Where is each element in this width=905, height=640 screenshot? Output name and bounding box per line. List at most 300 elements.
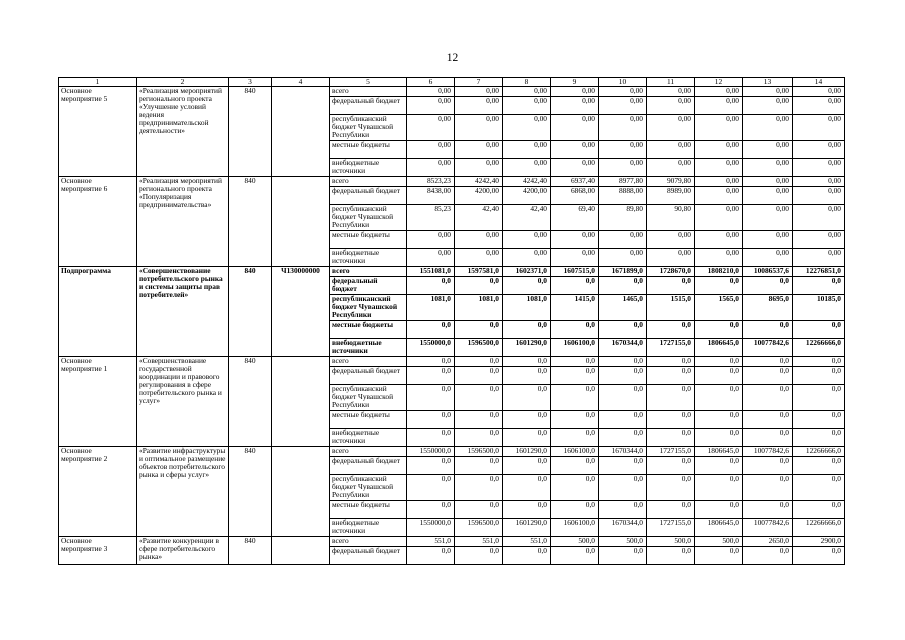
amount-cell: 1606100,0 bbox=[551, 447, 599, 457]
funding-source: федеральный бюджет bbox=[330, 367, 407, 385]
amount-cell: 0,0 bbox=[599, 457, 647, 475]
header-row bbox=[59, 78, 845, 87]
amount-cell: 0,0 bbox=[599, 367, 647, 385]
amount-cell: 0,0 bbox=[743, 411, 793, 429]
header-cell: 12 bbox=[695, 78, 743, 87]
event-name: «Развитие инфраструктуры и оптимальное размещение объектов потребительского рынка и сферы услуг» bbox=[137, 447, 229, 537]
funding-source: федеральный бюджет bbox=[330, 187, 407, 205]
amount-cell: 0,0 bbox=[743, 321, 793, 339]
amount-cell: 10185,0 bbox=[793, 295, 845, 321]
amount-cell: 0,00 bbox=[695, 177, 743, 187]
amount-cell: 0,0 bbox=[793, 277, 845, 295]
amount-cell: 0,00 bbox=[695, 141, 743, 159]
funding-source: всего bbox=[330, 537, 407, 547]
amount-cell: 551,0 bbox=[455, 537, 503, 547]
amount-cell: 0,0 bbox=[647, 277, 695, 295]
header-cell: 14 bbox=[793, 78, 845, 87]
amount-cell: 0,0 bbox=[599, 385, 647, 411]
csr-code bbox=[272, 447, 330, 537]
amount-cell: 8888,00 bbox=[599, 187, 647, 205]
amount-cell: 0,0 bbox=[455, 457, 503, 475]
amount-cell: 0,0 bbox=[695, 321, 743, 339]
amount-cell: 0,0 bbox=[647, 475, 695, 501]
amount-cell: 0,00 bbox=[793, 115, 845, 141]
amount-cell: 500,0 bbox=[647, 537, 695, 547]
amount-cell: 12266666,0 bbox=[793, 447, 845, 457]
funding-source: внебюджетные источники bbox=[330, 429, 407, 447]
amount-cell: 0,0 bbox=[743, 457, 793, 475]
amount-cell: 0,00 bbox=[695, 205, 743, 231]
amount-cell: 0,0 bbox=[743, 367, 793, 385]
amount-cell: 0,00 bbox=[599, 87, 647, 97]
event-name: «Совершенствование потребительского рынка и системы защиты прав потребителей» bbox=[137, 267, 229, 357]
amount-cell: 1806645,0 bbox=[695, 339, 743, 357]
amount-cell: 0,00 bbox=[503, 231, 551, 249]
amount-cell: 0,00 bbox=[599, 97, 647, 115]
amount-cell: 0,00 bbox=[551, 97, 599, 115]
amount-cell: 8438,00 bbox=[407, 187, 455, 205]
amount-cell: 0,00 bbox=[503, 141, 551, 159]
amount-cell: 0,0 bbox=[793, 411, 845, 429]
amount-cell: 12276851,0 bbox=[793, 267, 845, 277]
amount-cell: 0,0 bbox=[695, 277, 743, 295]
amount-cell: 0,0 bbox=[695, 429, 743, 447]
amount-cell: 0,0 bbox=[647, 321, 695, 339]
amount-cell: 0,0 bbox=[455, 367, 503, 385]
amount-cell: 10086537,6 bbox=[743, 267, 793, 277]
amount-cell: 4242,40 bbox=[503, 177, 551, 187]
grbs-code: 840 bbox=[229, 177, 272, 267]
amount-cell: 0,0 bbox=[793, 321, 845, 339]
header-cell: 7 bbox=[455, 78, 503, 87]
amount-cell: 0,0 bbox=[503, 457, 551, 475]
amount-cell: 1606100,0 bbox=[551, 519, 599, 537]
csr-code bbox=[272, 537, 330, 565]
amount-cell: 10077842,6 bbox=[743, 447, 793, 457]
amount-cell: 0,0 bbox=[599, 547, 647, 565]
amount-cell: 0,00 bbox=[793, 141, 845, 159]
amount-cell: 0,0 bbox=[551, 429, 599, 447]
amount-cell: 551,0 bbox=[503, 537, 551, 547]
funding-source: республиканский бюджет Чувашской Республики bbox=[330, 385, 407, 411]
amount-cell: 1727155,0 bbox=[647, 519, 695, 537]
amount-cell: 0,00 bbox=[455, 115, 503, 141]
amount-cell: 1601290,0 bbox=[503, 519, 551, 537]
amount-cell: 0,0 bbox=[455, 547, 503, 565]
header-cell: 6 bbox=[407, 78, 455, 87]
funding-source: всего bbox=[330, 177, 407, 187]
amount-cell: 0,00 bbox=[793, 97, 845, 115]
amount-cell: 0,0 bbox=[551, 321, 599, 339]
header-cell: 11 bbox=[647, 78, 695, 87]
amount-cell: 0,00 bbox=[743, 159, 793, 177]
amount-cell: 0,0 bbox=[551, 457, 599, 475]
amount-cell: 0,0 bbox=[793, 501, 845, 519]
funding-source: местные бюджеты bbox=[330, 141, 407, 159]
amount-cell: 8989,00 bbox=[647, 187, 695, 205]
amount-cell: 0,0 bbox=[793, 429, 845, 447]
amount-cell: 0,00 bbox=[455, 141, 503, 159]
amount-cell: 0,00 bbox=[599, 249, 647, 267]
amount-cell: 0,00 bbox=[407, 87, 455, 97]
grbs-code: 840 bbox=[229, 87, 272, 177]
amount-cell: 0,00 bbox=[695, 159, 743, 177]
amount-cell: 10077842,6 bbox=[743, 519, 793, 537]
amount-cell: 0,0 bbox=[647, 429, 695, 447]
amount-cell: 1670344,0 bbox=[599, 519, 647, 537]
amount-cell: 0,0 bbox=[743, 357, 793, 367]
amount-cell: 0,00 bbox=[407, 97, 455, 115]
amount-cell: 1596500,0 bbox=[455, 447, 503, 457]
amount-cell: 0,00 bbox=[551, 231, 599, 249]
amount-cell: 0,0 bbox=[647, 367, 695, 385]
amount-cell: 9079,80 bbox=[647, 177, 695, 187]
header-cell: 9 bbox=[551, 78, 599, 87]
amount-cell: 1081,0 bbox=[503, 295, 551, 321]
amount-cell: 0,0 bbox=[407, 547, 455, 565]
funding-source: федеральный бюджет bbox=[330, 277, 407, 295]
amount-cell: 1727155,0 bbox=[647, 447, 695, 457]
amount-cell: 1606100,0 bbox=[551, 339, 599, 357]
amount-cell: 0,00 bbox=[407, 231, 455, 249]
amount-cell: 0,00 bbox=[455, 249, 503, 267]
header-cell: 10 bbox=[599, 78, 647, 87]
amount-cell: 89,80 bbox=[599, 205, 647, 231]
amount-cell: 0,0 bbox=[793, 367, 845, 385]
amount-cell: 0,0 bbox=[743, 475, 793, 501]
grbs-code: 840 bbox=[229, 447, 272, 537]
amount-cell: 1728670,0 bbox=[647, 267, 695, 277]
grbs-code: 840 bbox=[229, 537, 272, 565]
amount-cell: 0,00 bbox=[503, 115, 551, 141]
funding-source: федеральный бюджет bbox=[330, 547, 407, 565]
amount-cell: 0,0 bbox=[599, 429, 647, 447]
header-cell: 4 bbox=[272, 78, 330, 87]
amount-cell: 0,0 bbox=[407, 367, 455, 385]
amount-cell: 0,0 bbox=[743, 429, 793, 447]
amount-cell: 2900,0 bbox=[793, 537, 845, 547]
funding-source: внебюджетные источники bbox=[330, 159, 407, 177]
amount-cell: 1806645,0 bbox=[695, 447, 743, 457]
csr-code bbox=[272, 177, 330, 267]
amount-cell: 0,00 bbox=[503, 249, 551, 267]
header-cell: 2 bbox=[137, 78, 229, 87]
amount-cell: 0,0 bbox=[695, 385, 743, 411]
amount-cell: 1671899,0 bbox=[599, 267, 647, 277]
amount-cell: 0,00 bbox=[695, 115, 743, 141]
amount-cell: 0,0 bbox=[695, 357, 743, 367]
amount-cell: 0,00 bbox=[793, 87, 845, 97]
amount-cell: 0,0 bbox=[599, 501, 647, 519]
amount-cell: 0,0 bbox=[455, 321, 503, 339]
amount-cell: 0,0 bbox=[551, 475, 599, 501]
funding-source: федеральный бюджет bbox=[330, 97, 407, 115]
grbs-code: 840 bbox=[229, 357, 272, 447]
amount-cell: 0,00 bbox=[455, 97, 503, 115]
amount-cell: 0,00 bbox=[551, 87, 599, 97]
amount-cell: 0,00 bbox=[695, 249, 743, 267]
amount-cell: 0,00 bbox=[743, 177, 793, 187]
funding-source: всего bbox=[330, 267, 407, 277]
funding-source: внебюджетные источники bbox=[330, 249, 407, 267]
amount-cell: 85,23 bbox=[407, 205, 455, 231]
amount-cell: 1550000,0 bbox=[407, 519, 455, 537]
event-name: «Совершенствование государственной координации и правового регулирования в сфере потребительского рынка и услуг» bbox=[137, 357, 229, 447]
amount-cell: 0,0 bbox=[503, 277, 551, 295]
amount-cell: 0,0 bbox=[599, 357, 647, 367]
amount-cell: 1081,0 bbox=[455, 295, 503, 321]
table-row bbox=[59, 357, 845, 367]
amount-cell: 500,0 bbox=[551, 537, 599, 547]
amount-cell: 0,0 bbox=[793, 385, 845, 411]
amount-cell: 0,0 bbox=[551, 547, 599, 565]
event-label: Основное мероприятие 5 bbox=[59, 87, 137, 177]
amount-cell: 0,00 bbox=[647, 159, 695, 177]
table-row bbox=[59, 87, 845, 97]
amount-cell: 0,0 bbox=[599, 475, 647, 501]
amount-cell: 0,00 bbox=[407, 159, 455, 177]
amount-cell: 1601290,0 bbox=[503, 447, 551, 457]
amount-cell: 0,0 bbox=[743, 547, 793, 565]
table-row bbox=[59, 537, 845, 547]
table-body bbox=[59, 78, 845, 565]
funding-source: республиканский бюджет Чувашской Республики bbox=[330, 295, 407, 321]
amount-cell: 0,00 bbox=[647, 231, 695, 249]
amount-cell: 0,0 bbox=[407, 501, 455, 519]
amount-cell: 0,0 bbox=[503, 429, 551, 447]
amount-cell: 0,0 bbox=[551, 385, 599, 411]
amount-cell: 0,00 bbox=[743, 249, 793, 267]
funding-source: внебюджетные источники bbox=[330, 339, 407, 357]
amount-cell: 0,0 bbox=[551, 501, 599, 519]
amount-cell: 0,00 bbox=[407, 115, 455, 141]
amount-cell: 0,00 bbox=[793, 159, 845, 177]
amount-cell: 500,0 bbox=[599, 537, 647, 547]
csr-code: Ч130000000 bbox=[272, 267, 330, 357]
amount-cell: 0,0 bbox=[647, 457, 695, 475]
event-name: «Развитие конкуренции в сфере потребительского рынка» bbox=[137, 537, 229, 565]
amount-cell: 0,0 bbox=[743, 501, 793, 519]
amount-cell: 1081,0 bbox=[407, 295, 455, 321]
event-name: «Реализация мероприятий регионального проекта «Популяризация предпринимательства» bbox=[137, 177, 229, 267]
amount-cell: 69,40 bbox=[551, 205, 599, 231]
amount-cell: 0,0 bbox=[455, 501, 503, 519]
amount-cell: 0,00 bbox=[743, 205, 793, 231]
amount-cell: 1550000,0 bbox=[407, 447, 455, 457]
amount-cell: 0,0 bbox=[647, 501, 695, 519]
amount-cell: 0,00 bbox=[551, 141, 599, 159]
amount-cell: 0,00 bbox=[599, 231, 647, 249]
amount-cell: 8977,80 bbox=[599, 177, 647, 187]
amount-cell: 42,40 bbox=[503, 205, 551, 231]
amount-cell: 0,00 bbox=[695, 97, 743, 115]
amount-cell: 0,00 bbox=[743, 87, 793, 97]
amount-cell: 1806645,0 bbox=[695, 519, 743, 537]
csr-code bbox=[272, 357, 330, 447]
funding-source: всего bbox=[330, 447, 407, 457]
funding-source: местные бюджеты bbox=[330, 321, 407, 339]
amount-cell: 0,0 bbox=[695, 501, 743, 519]
amount-cell: 0,0 bbox=[503, 357, 551, 367]
amount-cell: 0,0 bbox=[407, 475, 455, 501]
funding-source: внебюджетные источники bbox=[330, 519, 407, 537]
subprogram-row bbox=[59, 267, 845, 277]
amount-cell: 0,00 bbox=[743, 187, 793, 205]
amount-cell: 42,40 bbox=[455, 205, 503, 231]
amount-cell: 1550000,0 bbox=[407, 339, 455, 357]
amount-cell: 0,0 bbox=[793, 457, 845, 475]
amount-cell: 0,00 bbox=[455, 87, 503, 97]
amount-cell: 1565,0 bbox=[695, 295, 743, 321]
amount-cell: 1415,0 bbox=[551, 295, 599, 321]
amount-cell: 0,0 bbox=[793, 357, 845, 367]
amount-cell: 0,00 bbox=[647, 249, 695, 267]
amount-cell: 551,0 bbox=[407, 537, 455, 547]
amount-cell: 0,00 bbox=[743, 115, 793, 141]
csr-code bbox=[272, 87, 330, 177]
amount-cell: 0,0 bbox=[455, 357, 503, 367]
amount-cell: 12266666,0 bbox=[793, 519, 845, 537]
amount-cell: 0,0 bbox=[793, 547, 845, 565]
amount-cell: 90,80 bbox=[647, 205, 695, 231]
amount-cell: 0,00 bbox=[551, 115, 599, 141]
amount-cell: 0,00 bbox=[743, 141, 793, 159]
amount-cell: 0,00 bbox=[793, 231, 845, 249]
amount-cell: 0,0 bbox=[455, 429, 503, 447]
header-cell: 5 bbox=[330, 78, 407, 87]
event-label: Подпрограмма bbox=[59, 267, 137, 357]
amount-cell: 0,00 bbox=[793, 177, 845, 187]
amount-cell: 6937,40 bbox=[551, 177, 599, 187]
amount-cell: 0,0 bbox=[503, 385, 551, 411]
amount-cell: 1808210,0 bbox=[695, 267, 743, 277]
funding-source: республиканский бюджет Чувашской Республики bbox=[330, 205, 407, 231]
amount-cell: 1465,0 bbox=[599, 295, 647, 321]
amount-cell: 0,0 bbox=[407, 357, 455, 367]
amount-cell: 0,0 bbox=[551, 357, 599, 367]
amount-cell: 0,0 bbox=[407, 457, 455, 475]
amount-cell: 0,0 bbox=[455, 277, 503, 295]
budget-table bbox=[58, 77, 845, 565]
amount-cell: 0,00 bbox=[647, 115, 695, 141]
amount-cell: 0,0 bbox=[695, 367, 743, 385]
funding-source: всего bbox=[330, 87, 407, 97]
amount-cell: 0,0 bbox=[455, 475, 503, 501]
amount-cell: 0,0 bbox=[455, 385, 503, 411]
amount-cell: 0,0 bbox=[407, 321, 455, 339]
amount-cell: 0,00 bbox=[503, 97, 551, 115]
grbs-code: 840 bbox=[229, 267, 272, 357]
amount-cell: 0,0 bbox=[743, 277, 793, 295]
amount-cell: 0,00 bbox=[551, 249, 599, 267]
amount-cell: 0,00 bbox=[793, 205, 845, 231]
amount-cell: 0,00 bbox=[793, 187, 845, 205]
amount-cell: 0,0 bbox=[599, 321, 647, 339]
page-number: 12 bbox=[446, 52, 459, 64]
amount-cell: 0,0 bbox=[407, 429, 455, 447]
amount-cell: 0,0 bbox=[743, 385, 793, 411]
amount-cell: 0,0 bbox=[599, 411, 647, 429]
amount-cell: 0,00 bbox=[695, 231, 743, 249]
amount-cell: 0,0 bbox=[695, 475, 743, 501]
header-cell: 13 bbox=[743, 78, 793, 87]
amount-cell: 0,0 bbox=[407, 385, 455, 411]
amount-cell: 4242,40 bbox=[455, 177, 503, 187]
amount-cell: 0,0 bbox=[551, 367, 599, 385]
amount-cell: 0,0 bbox=[695, 411, 743, 429]
amount-cell: 1596500,0 bbox=[455, 339, 503, 357]
amount-cell: 0,0 bbox=[647, 385, 695, 411]
amount-cell: 0,00 bbox=[647, 97, 695, 115]
amount-cell: 0,00 bbox=[793, 249, 845, 267]
amount-cell: 0,0 bbox=[503, 475, 551, 501]
event-label: Основное мероприятие 6 bbox=[59, 177, 137, 267]
amount-cell: 0,0 bbox=[551, 411, 599, 429]
amount-cell: 0,00 bbox=[647, 141, 695, 159]
amount-cell: 0,0 bbox=[551, 277, 599, 295]
amount-cell: 1670344,0 bbox=[599, 339, 647, 357]
amount-cell: 6868,00 bbox=[551, 187, 599, 205]
amount-cell: 1601290,0 bbox=[503, 339, 551, 357]
amount-cell: 0,00 bbox=[695, 187, 743, 205]
amount-cell: 0,0 bbox=[695, 457, 743, 475]
funding-source: местные бюджеты bbox=[330, 411, 407, 429]
amount-cell: 0,00 bbox=[695, 87, 743, 97]
table-row bbox=[59, 447, 845, 457]
amount-cell: 4200,00 bbox=[455, 187, 503, 205]
header-cell: 1 bbox=[59, 78, 137, 87]
amount-cell: 4200,00 bbox=[503, 187, 551, 205]
funding-source: местные бюджеты bbox=[330, 501, 407, 519]
amount-cell: 0,00 bbox=[407, 249, 455, 267]
funding-source: республиканский бюджет Чувашской Республики bbox=[330, 115, 407, 141]
amount-cell: 0,00 bbox=[743, 97, 793, 115]
amount-cell: 1515,0 bbox=[647, 295, 695, 321]
amount-cell: 8695,0 bbox=[743, 295, 793, 321]
amount-cell: 10077842,6 bbox=[743, 339, 793, 357]
amount-cell: 0,0 bbox=[503, 367, 551, 385]
funding-source: федеральный бюджет bbox=[330, 457, 407, 475]
amount-cell: 1727155,0 bbox=[647, 339, 695, 357]
amount-cell: 500,0 bbox=[695, 537, 743, 547]
amount-cell: 0,00 bbox=[599, 141, 647, 159]
amount-cell: 8523,23 bbox=[407, 177, 455, 187]
header-cell: 8 bbox=[503, 78, 551, 87]
amount-cell: 12266666,0 bbox=[793, 339, 845, 357]
amount-cell: 0,00 bbox=[503, 87, 551, 97]
amount-cell: 1607515,0 bbox=[551, 267, 599, 277]
amount-cell: 0,00 bbox=[455, 159, 503, 177]
header-cell: 3 bbox=[229, 78, 272, 87]
amount-cell: 2650,0 bbox=[743, 537, 793, 547]
event-label: Основное мероприятие 1 bbox=[59, 357, 137, 447]
amount-cell: 0,00 bbox=[599, 115, 647, 141]
amount-cell: 0,00 bbox=[599, 159, 647, 177]
amount-cell: 0,0 bbox=[793, 475, 845, 501]
amount-cell: 0,0 bbox=[647, 547, 695, 565]
amount-cell: 0,00 bbox=[551, 159, 599, 177]
amount-cell: 0,0 bbox=[503, 411, 551, 429]
amount-cell: 0,0 bbox=[599, 277, 647, 295]
amount-cell: 0,0 bbox=[407, 277, 455, 295]
amount-cell: 0,00 bbox=[503, 159, 551, 177]
event-label: Основное мероприятие 3 bbox=[59, 537, 137, 565]
amount-cell: 0,0 bbox=[647, 411, 695, 429]
amount-cell: 1596500,0 bbox=[455, 519, 503, 537]
amount-cell: 0,00 bbox=[407, 141, 455, 159]
amount-cell: 1597581,0 bbox=[455, 267, 503, 277]
amount-cell: 1670344,0 bbox=[599, 447, 647, 457]
